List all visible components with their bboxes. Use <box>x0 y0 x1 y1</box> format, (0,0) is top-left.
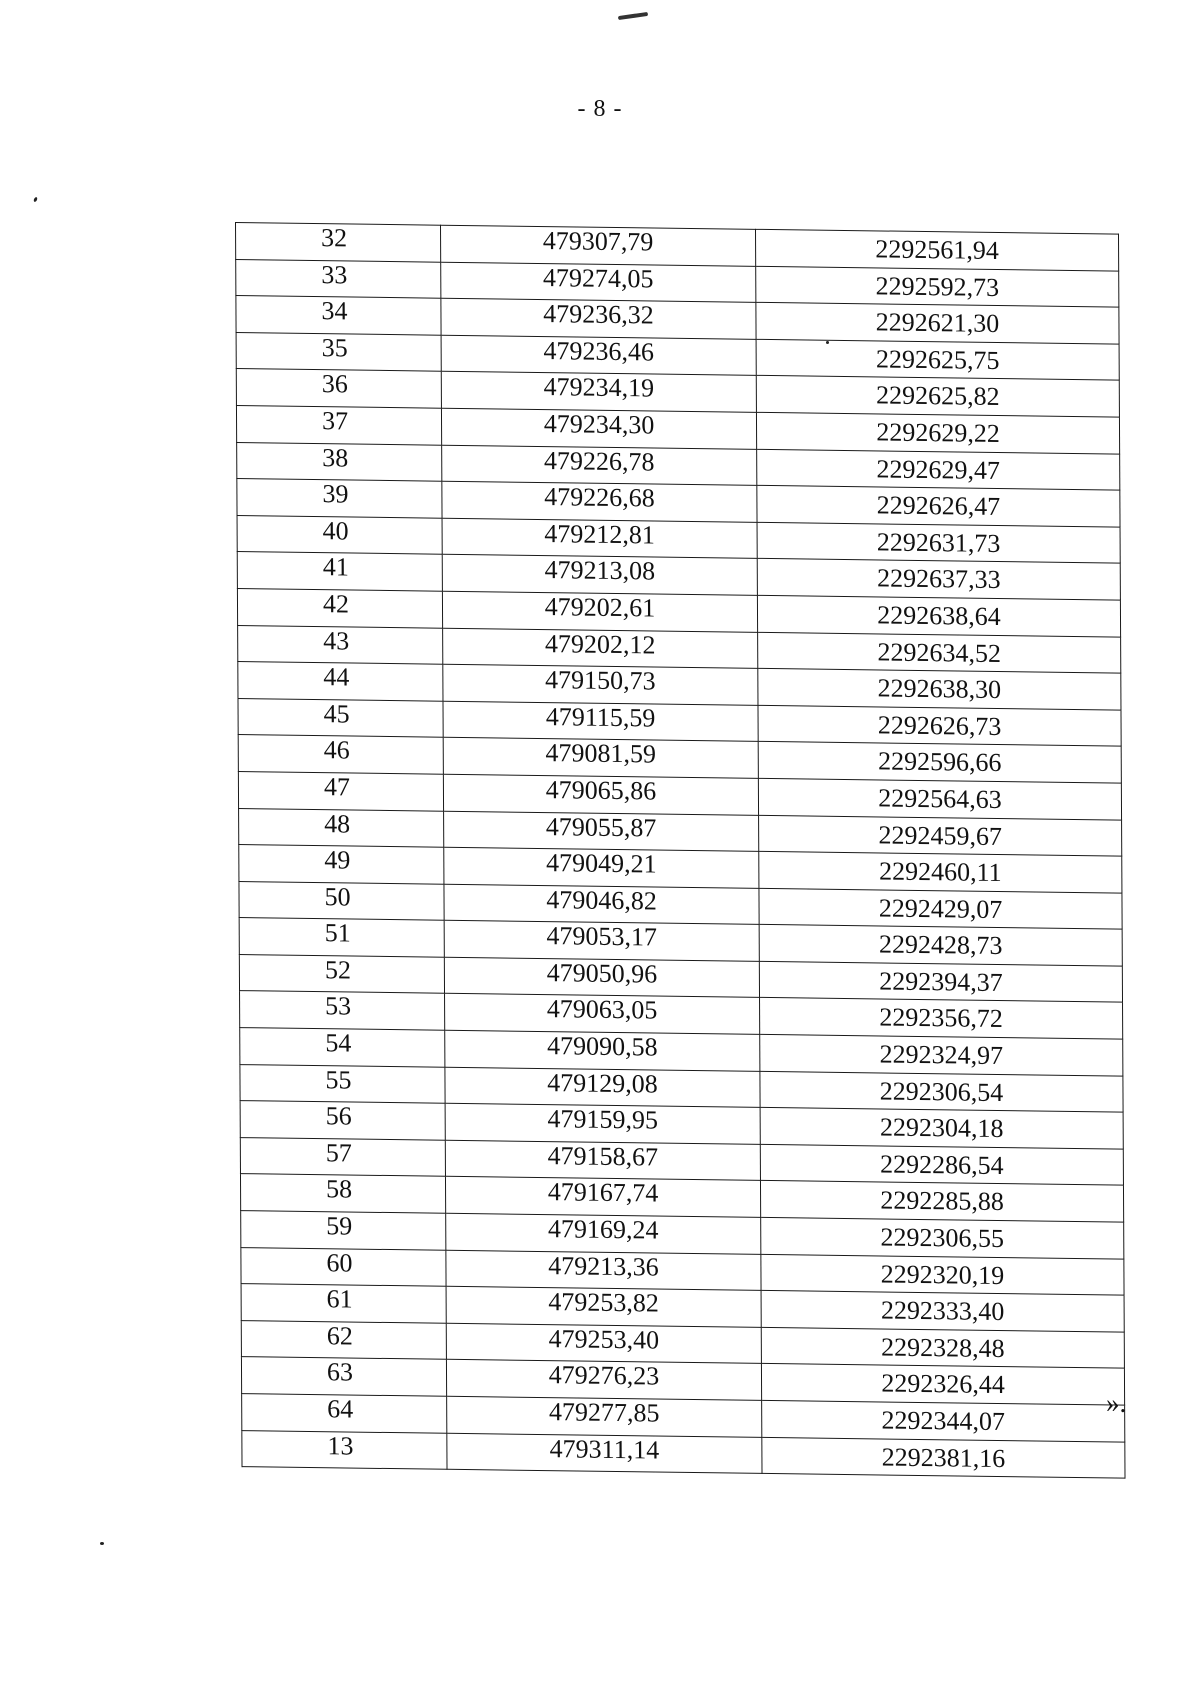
x-coordinate-cell: 479234,30 <box>441 408 756 449</box>
point-number-cell: 64 <box>242 1394 447 1433</box>
x-coordinate-cell: 479167,74 <box>445 1177 760 1218</box>
point-number-cell: 42 <box>237 588 442 627</box>
x-coordinate-cell: 479050,96 <box>444 957 759 998</box>
point-number-cell: 34 <box>236 296 441 335</box>
point-number-cell: 43 <box>238 625 443 664</box>
point-number-cell: 45 <box>238 698 443 737</box>
point-number-cell: 41 <box>237 552 442 591</box>
point-number-cell: 61 <box>241 1284 446 1323</box>
point-number-cell: 59 <box>241 1211 446 1250</box>
point-number-cell: 47 <box>238 771 443 810</box>
x-coordinate-cell: 479169,24 <box>446 1213 761 1254</box>
point-number-cell: 36 <box>236 369 441 408</box>
point-number-cell: 57 <box>240 1137 445 1176</box>
x-coordinate-cell: 479063,05 <box>445 994 760 1035</box>
coordinates-table-body <box>236 223 1126 1479</box>
point-number-cell: 35 <box>236 332 441 371</box>
point-number-cell: 32 <box>236 223 441 262</box>
y-coordinate-cell: 2292631,73 <box>757 522 1120 563</box>
y-coordinate-cell: 2292626,47 <box>757 485 1120 526</box>
page-number: - 8 - <box>577 96 623 122</box>
y-coordinate-cell: 2292625,82 <box>756 376 1119 417</box>
x-coordinate-cell: 479226,68 <box>442 481 757 522</box>
x-coordinate-cell: 479046,82 <box>444 884 759 925</box>
point-number-cell: 56 <box>240 1101 445 1140</box>
y-coordinate-cell: 2292629,47 <box>757 449 1120 490</box>
y-coordinate-cell: 2292629,22 <box>756 412 1119 453</box>
y-coordinate-cell: 2292344,07 <box>762 1400 1125 1441</box>
point-number-cell: 37 <box>236 405 441 444</box>
x-coordinate-cell: 479253,40 <box>446 1323 761 1364</box>
point-number-cell: 39 <box>237 479 442 518</box>
x-coordinate-cell: 479277,85 <box>447 1396 762 1437</box>
point-number-cell: 62 <box>241 1320 446 1359</box>
closing-quote-mark: ». <box>1106 1388 1127 1418</box>
point-number-cell: 58 <box>240 1174 445 1213</box>
point-number-cell: 38 <box>237 442 442 481</box>
x-coordinate-cell: 479159,95 <box>445 1104 760 1145</box>
point-number-cell: 33 <box>236 259 441 298</box>
y-coordinate-cell: 2292592,73 <box>756 266 1119 307</box>
point-number-cell: 48 <box>239 808 444 847</box>
point-number-cell: 13 <box>242 1430 447 1469</box>
x-coordinate-cell: 479115,59 <box>443 701 758 742</box>
y-coordinate-cell: 2292326,44 <box>761 1364 1124 1405</box>
point-number-cell: 54 <box>240 1028 445 1067</box>
y-coordinate-cell: 2292429,07 <box>759 888 1122 929</box>
x-coordinate-cell: 479236,46 <box>441 335 756 376</box>
y-coordinate-cell: 2292394,37 <box>759 961 1122 1002</box>
y-coordinate-cell: 2292356,72 <box>760 998 1123 1039</box>
y-coordinate-cell: 2292638,30 <box>758 668 1121 709</box>
x-coordinate-cell: 479212,81 <box>442 518 757 559</box>
y-coordinate-cell: 2292625,75 <box>756 339 1119 380</box>
x-coordinate-cell: 479129,08 <box>445 1067 760 1108</box>
y-coordinate-cell: 2292638,64 <box>757 595 1120 636</box>
point-number-cell: 53 <box>240 991 445 1030</box>
point-number-cell: 44 <box>238 662 443 701</box>
point-number-cell: 51 <box>239 918 444 957</box>
scan-artifact-left <box>33 197 38 203</box>
x-coordinate-cell: 479090,58 <box>445 1030 760 1071</box>
x-coordinate-cell: 479234,19 <box>441 372 756 413</box>
y-coordinate-cell: 2292304,18 <box>760 1108 1123 1149</box>
x-coordinate-cell: 479307,79 <box>440 225 755 266</box>
x-coordinate-cell: 479081,59 <box>443 738 758 779</box>
x-coordinate-cell: 479049,21 <box>444 847 759 888</box>
point-number-cell: 55 <box>240 1064 445 1103</box>
y-coordinate-cell: 2292561,94 <box>755 229 1118 270</box>
x-coordinate-cell: 479150,73 <box>443 664 758 705</box>
y-coordinate-cell: 2292333,40 <box>761 1291 1124 1332</box>
y-coordinate-cell: 2292285,88 <box>760 1181 1123 1222</box>
x-coordinate-cell: 479213,36 <box>446 1250 761 1291</box>
point-number-cell: 50 <box>239 881 444 920</box>
x-coordinate-cell: 479202,12 <box>443 628 758 669</box>
y-coordinate-cell: 2292596,66 <box>758 742 1121 783</box>
y-coordinate-cell: 2292381,16 <box>762 1437 1125 1478</box>
y-coordinate-cell: 2292460,11 <box>759 851 1122 892</box>
x-coordinate-cell: 479213,08 <box>442 555 757 596</box>
point-number-cell: 40 <box>237 515 442 554</box>
scan-artifact-bottom-left <box>100 1542 104 1545</box>
y-coordinate-cell: 2292564,63 <box>758 778 1121 819</box>
x-coordinate-cell: 479311,14 <box>447 1433 762 1474</box>
x-coordinate-cell: 479274,05 <box>441 262 756 303</box>
y-coordinate-cell: 2292324,97 <box>760 1034 1123 1075</box>
y-coordinate-cell: 2292286,54 <box>760 1144 1123 1185</box>
point-number-cell: 60 <box>241 1247 446 1286</box>
point-number-cell: 49 <box>239 845 444 884</box>
x-coordinate-cell: 479055,87 <box>444 811 759 852</box>
x-coordinate-cell: 479276,23 <box>446 1360 761 1401</box>
x-coordinate-cell: 479226,78 <box>442 445 757 486</box>
y-coordinate-cell: 2292634,52 <box>758 632 1121 673</box>
x-coordinate-cell: 479202,61 <box>442 591 757 632</box>
scan-artifact-top <box>618 12 648 20</box>
y-coordinate-cell: 2292637,33 <box>757 559 1120 600</box>
x-coordinate-cell: 479065,86 <box>443 774 758 815</box>
y-coordinate-cell: 2292320,19 <box>761 1254 1124 1295</box>
point-number-cell: 63 <box>241 1357 446 1396</box>
y-coordinate-cell: 2292621,30 <box>756 303 1119 344</box>
x-coordinate-cell: 479253,82 <box>446 1286 761 1327</box>
x-coordinate-cell: 479236,32 <box>441 298 756 339</box>
x-coordinate-cell: 479053,17 <box>444 921 759 962</box>
y-coordinate-cell: 2292428,73 <box>759 925 1122 966</box>
x-coordinate-cell: 479158,67 <box>445 1140 760 1181</box>
y-coordinate-cell: 2292459,67 <box>759 815 1122 856</box>
point-number-cell: 46 <box>238 735 443 774</box>
y-coordinate-cell: 2292306,54 <box>760 1071 1123 1112</box>
point-number-cell: 52 <box>239 954 444 993</box>
coordinates-table <box>235 222 1126 1479</box>
y-coordinate-cell: 2292626,73 <box>758 705 1121 746</box>
y-coordinate-cell: 2292328,48 <box>761 1327 1124 1368</box>
y-coordinate-cell: 2292306,55 <box>761 1217 1124 1258</box>
